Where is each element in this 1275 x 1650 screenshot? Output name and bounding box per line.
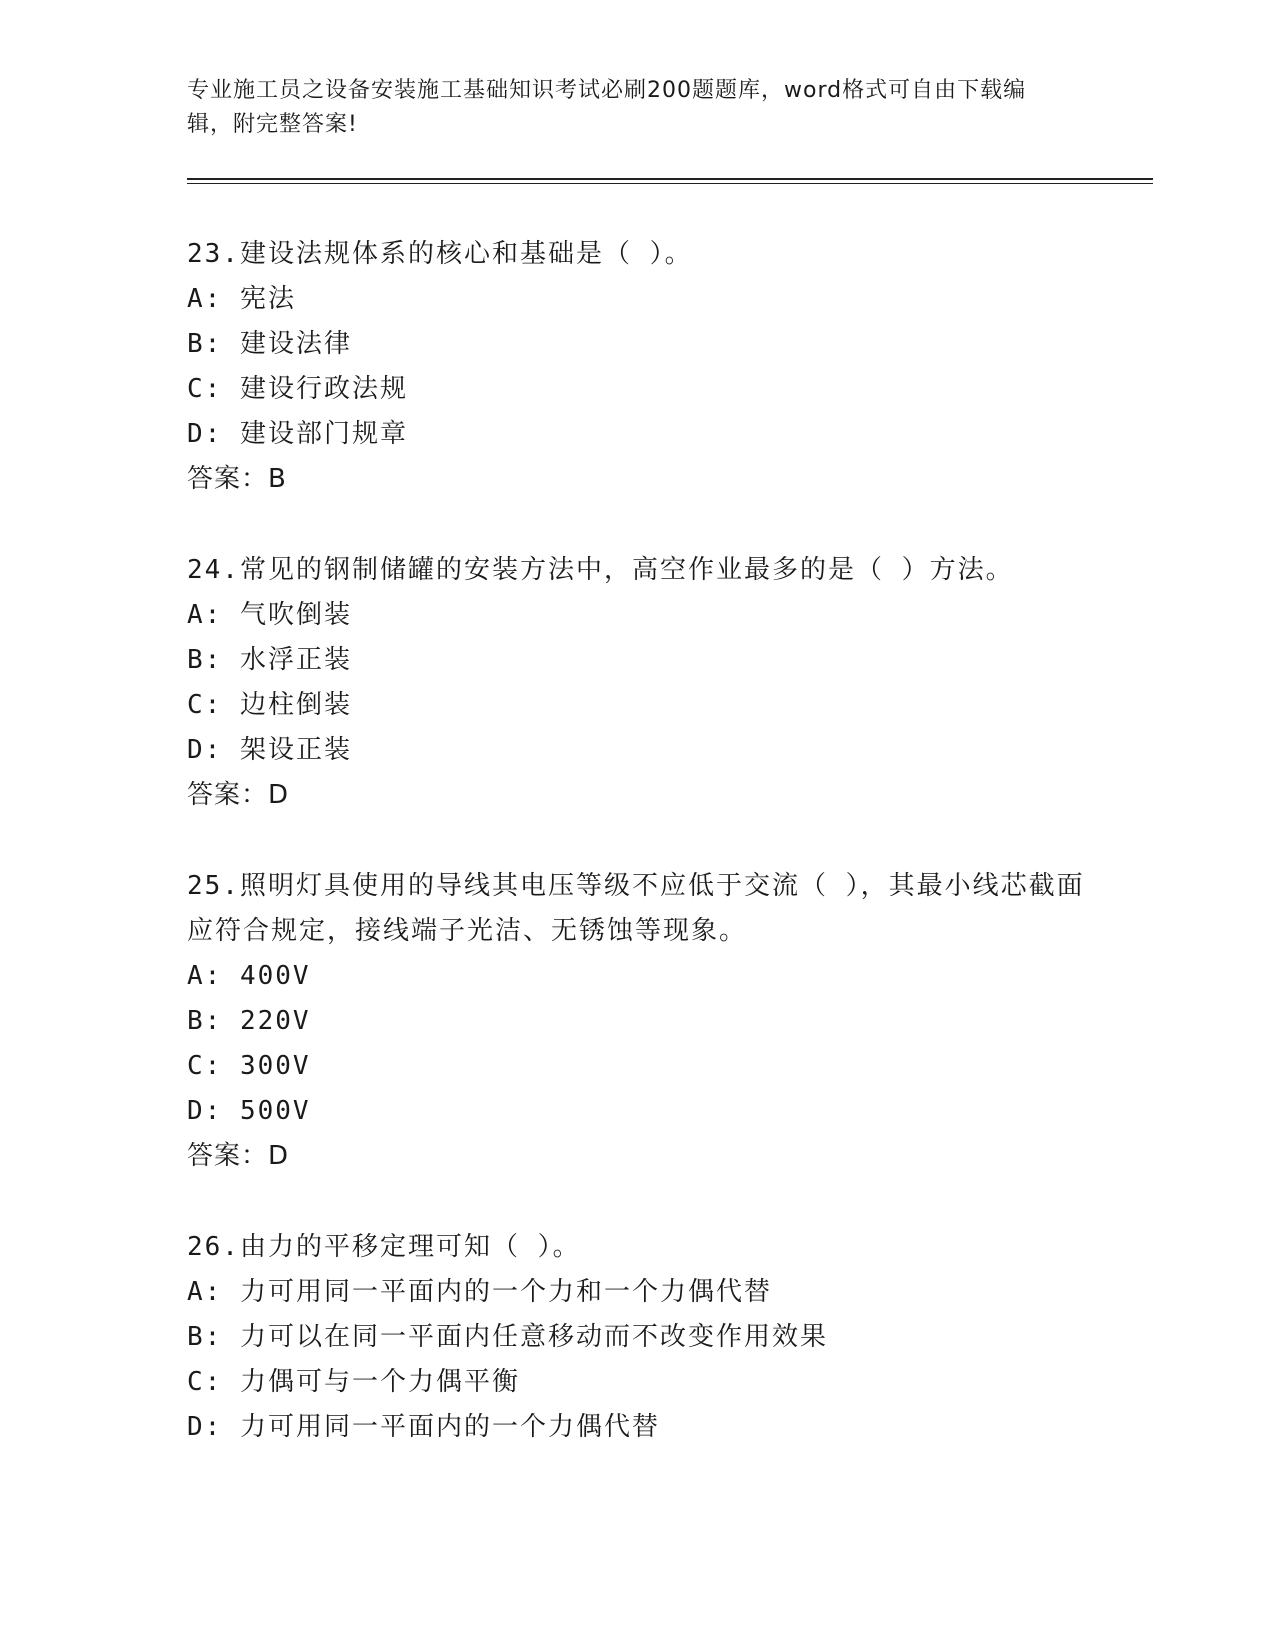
option-c: C: 300V <box>187 1051 311 1081</box>
question-list <box>187 232 1087 1496</box>
question-text: 25.照明灯具使用的导线其电压等级不应低于交流（ ），其最小线芯截面应符合规定，接线端子光洁、无锈蚀等现象。 <box>187 871 1085 946</box>
option-c: C: 建设行政法规 <box>187 374 408 404</box>
question-text: 23.建设法规体系的核心和基础是（ ）。 <box>187 239 693 269</box>
option-a: A: 气吹倒装 <box>187 600 352 630</box>
option-d: D: 建设部门规章 <box>187 419 408 449</box>
option-c: C: 力偶可与一个力偶平衡 <box>187 1367 520 1397</box>
option-a: A: 力可用同一平面内的一个力和一个力偶代替 <box>187 1277 772 1307</box>
question-text: 24.常见的钢制储罐的安装方法中，高空作业最多的是（ ）方法。 <box>187 555 1014 585</box>
question-text: 26.由力的平移定理可知（ ）。 <box>187 1232 581 1262</box>
question-23 <box>187 232 1087 502</box>
document-header: 专业施工员之设备安装施工基础知识考试必刷200题题库，word格式可自由下载编辑，附完整答案! <box>187 78 1027 137</box>
header-rule-thick <box>187 178 1153 180</box>
answer: 答案：D <box>187 1141 290 1171</box>
option-d: D: 架设正装 <box>187 735 352 765</box>
question-25 <box>187 864 1087 1179</box>
header-rule-thin <box>187 183 1153 184</box>
option-b: B: 建设法律 <box>187 329 352 359</box>
question-24 <box>187 548 1087 818</box>
option-a: A: 400V <box>187 961 311 991</box>
question-26 <box>187 1225 1087 1450</box>
answer: 答案：B <box>187 464 287 494</box>
option-a: A: 宪法 <box>187 284 296 314</box>
option-c: C: 边柱倒装 <box>187 690 352 720</box>
option-b: B: 力可以在同一平面内任意移动而不改变作用效果 <box>187 1322 828 1352</box>
option-d: D: 500V <box>187 1096 311 1126</box>
option-b: B: 水浮正装 <box>187 645 352 675</box>
option-d: D: 力可用同一平面内的一个力偶代替 <box>187 1412 660 1442</box>
option-b: B: 220V <box>187 1006 311 1036</box>
answer: 答案：D <box>187 780 290 810</box>
